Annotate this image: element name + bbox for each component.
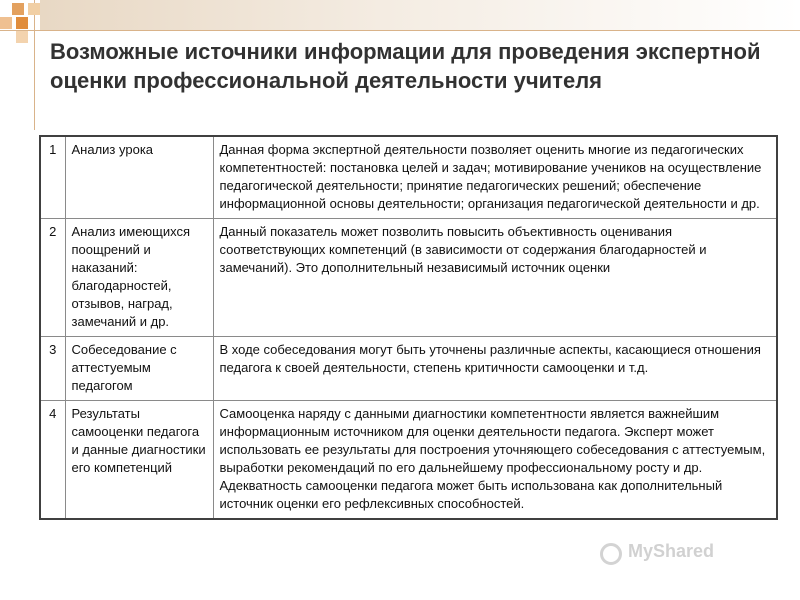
description-cell: Самооценка наряду с данными диагностики компетентности является важнейшим информационным источником для оценки деятельности педагога. Эксперт может использовать ее результаты для построения уточняющего собеседования с аттестуемым, выработки рекомендаций по его дальнейшему профессиональному росту и др. Адекватность самооценки педагога может быть использована как дополнительный источник оценки его рефлексивных способностей.: [213, 401, 777, 520]
source-cell: Анализ урока: [65, 136, 213, 219]
table-row: [40, 401, 777, 520]
description-cell: В ходе собеседования могут быть уточнены различные аспекты, касающиеся отношения педагога к своей деятельности, степень критичности самооценки и т.д.: [213, 337, 777, 401]
source-cell: Результаты самооценки педагога и данные диагностики его компетенций: [65, 401, 213, 520]
page-title: Возможные источники информации для проведения экспертной оценки профессиональной деятельности учителя: [50, 39, 761, 93]
decor-square: [16, 17, 28, 29]
table-row: [40, 337, 777, 401]
row-number: 3: [40, 337, 65, 401]
row-number: 2: [40, 219, 65, 337]
decor-square: [16, 31, 28, 43]
table-row: [40, 136, 777, 219]
decor-square: [12, 3, 24, 15]
description-cell: Данный показатель может позволить повысить объективность оценивания соответствующих компетенций (в зависимости от содержания благодарностей и замечаний). Это дополнительный независимый источник оценки: [213, 219, 777, 337]
watermark-text: MyShared: [628, 541, 715, 561]
row-number: 1: [40, 136, 65, 219]
decor-square: [28, 3, 40, 15]
header-gradient-bar: [40, 0, 800, 30]
description-cell: Данная форма экспертной деятельности позволяет оценить многие из педагогических компетентностей: постановка целей и задач; мотивирование учеников на осуществление педагогической деятельности; принятие педагогических решений; обеспечение информационной основы деятельности; организация педагогической деятельности и др.: [213, 136, 777, 219]
watermark-logo-icon: [600, 543, 622, 565]
decor-square: [0, 17, 12, 29]
header-horizontal-rule: [0, 30, 800, 31]
watermark: [600, 537, 780, 577]
table-row: [40, 219, 777, 337]
header-vertical-rule: [34, 0, 35, 130]
information-sources-table: [39, 135, 778, 520]
source-cell: Собеседование с аттестуемым педагогом: [65, 337, 213, 401]
source-cell: Анализ имеющихся поощрений и наказаний: благодарностей, отзывов, наград, замечаний и др.: [65, 219, 213, 337]
row-number: 4: [40, 401, 65, 520]
